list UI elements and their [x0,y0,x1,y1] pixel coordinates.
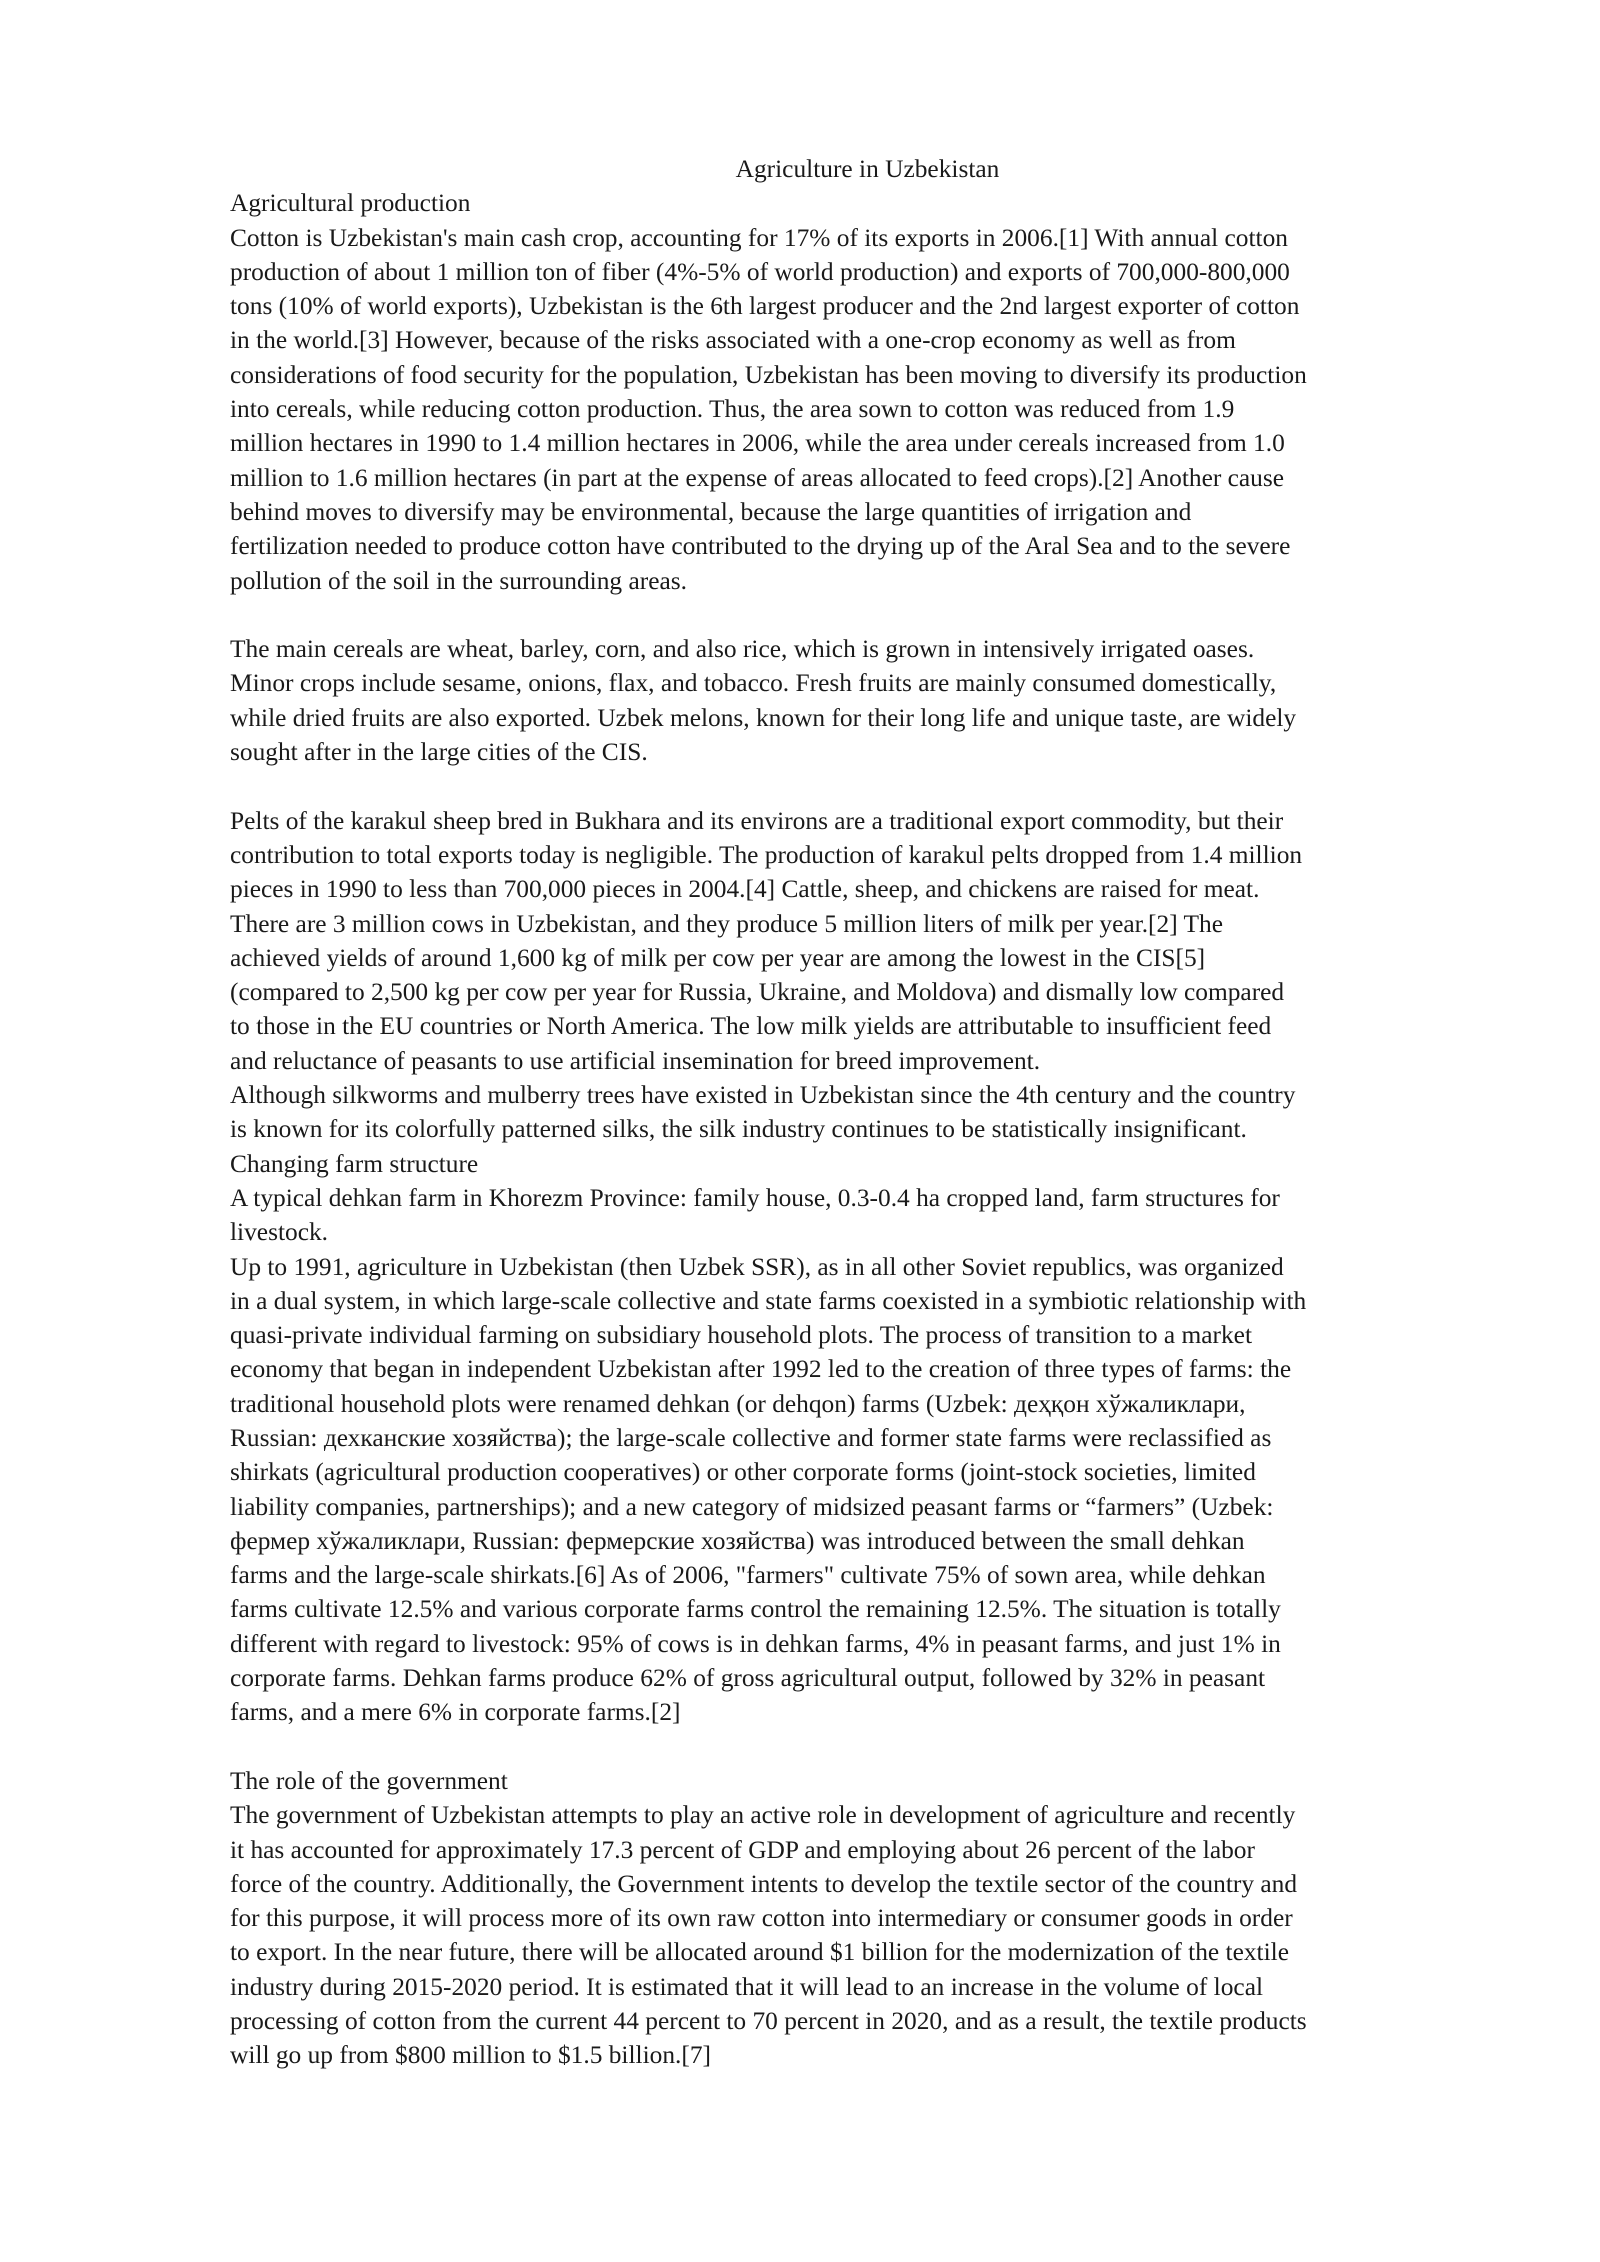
text-line: shirkats (agricultural production cooperatives) or other corporate forms (joint-stock societies, limited [230,1458,1256,1487]
text-line: The government of Uzbekistan attempts to play an active role in development of agriculture and recently [230,1801,1296,1830]
text-line: livestock. [230,1218,329,1247]
text-line: Although silkworms and mulberry trees have existed in Uzbekistan since the 4th century and the country [230,1081,1296,1110]
text-line: Up to 1991, agriculture in Uzbekistan (then Uzbek SSR), as in all other Soviet republics, was organized [230,1252,1284,1281]
text-line: corporate farms. Dehkan farms produce 62% of gross agricultural output, followed by 32% in peasant [230,1664,1266,1693]
text-line: quasi-private individual farming on subsidiary household plots. The process of transition to a market [230,1321,1253,1350]
text-line: and reluctance of peasants to use artificial insemination for breed improvement. [230,1046,1041,1075]
text-line: for this purpose, it will process more of its own raw cotton into intermediary or consumer goods in order [230,1904,1293,1933]
paragraph-spacer [230,769,1505,803]
text-line: achieved yields of around 1,600 kg of milk per cow per year are among the lowest in the CIS[5] [230,943,1206,972]
text-line: industry during 2015-2020 period. It is estimated that it will lead to an increase in the volume of local [230,1972,1264,2001]
text-line: Pelts of the karakul sheep bred in Bukhara and its environs are a traditional export commodity, but their [230,806,1284,835]
text-line: in a dual system, in which large-scale collective and state farms coexisted in a symbiotic relationship with [230,1286,1307,1315]
text-line: sought after in the large cities of the CIS. [230,738,648,767]
text-line: Agricultural production [230,189,471,218]
text-line: фермер хўжаликлари, Russian: фермерские хозяйства) was introduced between the small dehkan [230,1526,1245,1555]
text-line: traditional household plots were renamed dehkan (or dehqon) farms (Uzbek: деҳқон хўжаликлари, [230,1389,1246,1418]
text-line: to export. In the near future, there will be allocated around $1 billion for the modernization of the textile [230,1938,1289,1967]
text-line: The role of the government [230,1766,508,1795]
text-line: is known for its colorfully patterned silks, the silk industry continues to be statistically insignificant. [230,1115,1247,1144]
text-line: Changing farm structure [230,1149,479,1178]
text-line: while dried fruits are also exported. Uzbek melons, known for their long life and unique taste, are widely [230,703,1297,732]
text-line: liability companies, partnerships); and a new category of midsized peasant farms or “farmers” (Uzbek: [230,1492,1274,1521]
text-line: Minor crops include sesame, onions, flax, and tobacco. Fresh fruits are mainly consumed domestically, [230,669,1277,698]
text-line: in the world.[3] However, because of the risks associated with a one-crop economy as well as from [230,326,1236,355]
text-line: fertilization needed to produce cotton have contributed to the drying up of the Aral Sea and to the severe [230,532,1291,561]
text-line: will go up from $800 million to $1.5 billion.[7] [230,2041,711,2070]
text-line: The main cereals are wheat, barley, corn, and also rice, which is grown in intensively irrigated oases. [230,635,1255,664]
text-line: into cereals, while reducing cotton production. Thus, the area sown to cotton was reduced from 1.9 [230,395,1235,424]
text-line: million to 1.6 million hectares (in part at the expense of areas allocated to feed crops).[2] Another cause [230,463,1285,492]
text-line: to those in the EU countries or North America. The low milk yields are attributable to insufficient feed [230,1012,1272,1041]
text-line: pieces in 1990 to less than 700,000 pieces in 2004.[4] Cattle, sheep, and chickens are raised for meat. [230,875,1260,904]
text-line: (compared to 2,500 kg per cow per year for Russia, Ukraine, and Moldova) and dismally low compared [230,978,1285,1007]
paragraph-spacer [230,598,1505,632]
text-line: A typical dehkan farm in Khorezm Province: family house, 0.3-0.4 ha cropped land, farm structures for [230,1183,1280,1212]
text-line: it has accounted for approximately 17.3 percent of GDP and employing about 26 percent of the labor [230,1835,1255,1864]
text-line: behind moves to diversify may be environmental, because the large quantities of irrigation and [230,497,1192,526]
document-title: Agriculture in Uzbekistan [735,155,1000,183]
text-line: force of the country. Additionally, the Government intents to develop the textile sector of the country and [230,1869,1298,1898]
paragraph-spacer [230,1730,1505,1764]
text-line: production of about 1 million ton of fiber (4%-5% of world production) and exports of 700,000-800,000 [230,257,1290,286]
text-line: farms cultivate 12.5% and various corporate farms control the remaining 12.5%. The situation is totally [230,1595,1281,1624]
text-line: contribution to total exports today is negligible. The production of karakul pelts dropped from 1.4 million [230,840,1303,869]
text-line: farms and the large-scale shirkats.[6] As of 2006, "farmers" cultivate 75% of sown area, while dehkan [230,1561,1266,1590]
text-line: pollution of the soil in the surrounding areas. [230,566,687,595]
text-line: processing of cotton from the current 44 percent to 70 percent in 2020, and as a result, the textile products [230,2007,1307,2036]
text-line: Cotton is Uzbekistan's main cash crop, accounting for 17% of its exports in 2006.[1] With annual cotton [230,223,1289,252]
text-line: economy that began in independent Uzbekistan after 1992 led to the creation of three types of farms: the [230,1355,1292,1384]
document-text [230,186,1505,2072]
text-line: tons (10% of world exports), Uzbekistan is the 6th largest producer and the 2nd largest exporter of cotton [230,292,1300,321]
text-line: different with regard to livestock: 95% of cows is in dehkan farms, 4% in peasant farms, and just 1% in [230,1629,1281,1658]
text-line: Russian: дехканские хозяйства); the large-scale collective and former state farms were reclassified as [230,1423,1272,1452]
text-line: There are 3 million cows in Uzbekistan, and they produce 5 million liters of milk per year.[2] The [230,909,1224,938]
text-line: farms, and a mere 6% in corporate farms.[2] [230,1698,681,1727]
text-line: million hectares in 1990 to 1.4 million hectares in 2006, while the area under cereals increased from 1.0 [230,429,1285,458]
text-line: considerations of food security for the population, Uzbekistan has been moving to diversify its production [230,360,1307,389]
document-body [230,152,1505,2073]
